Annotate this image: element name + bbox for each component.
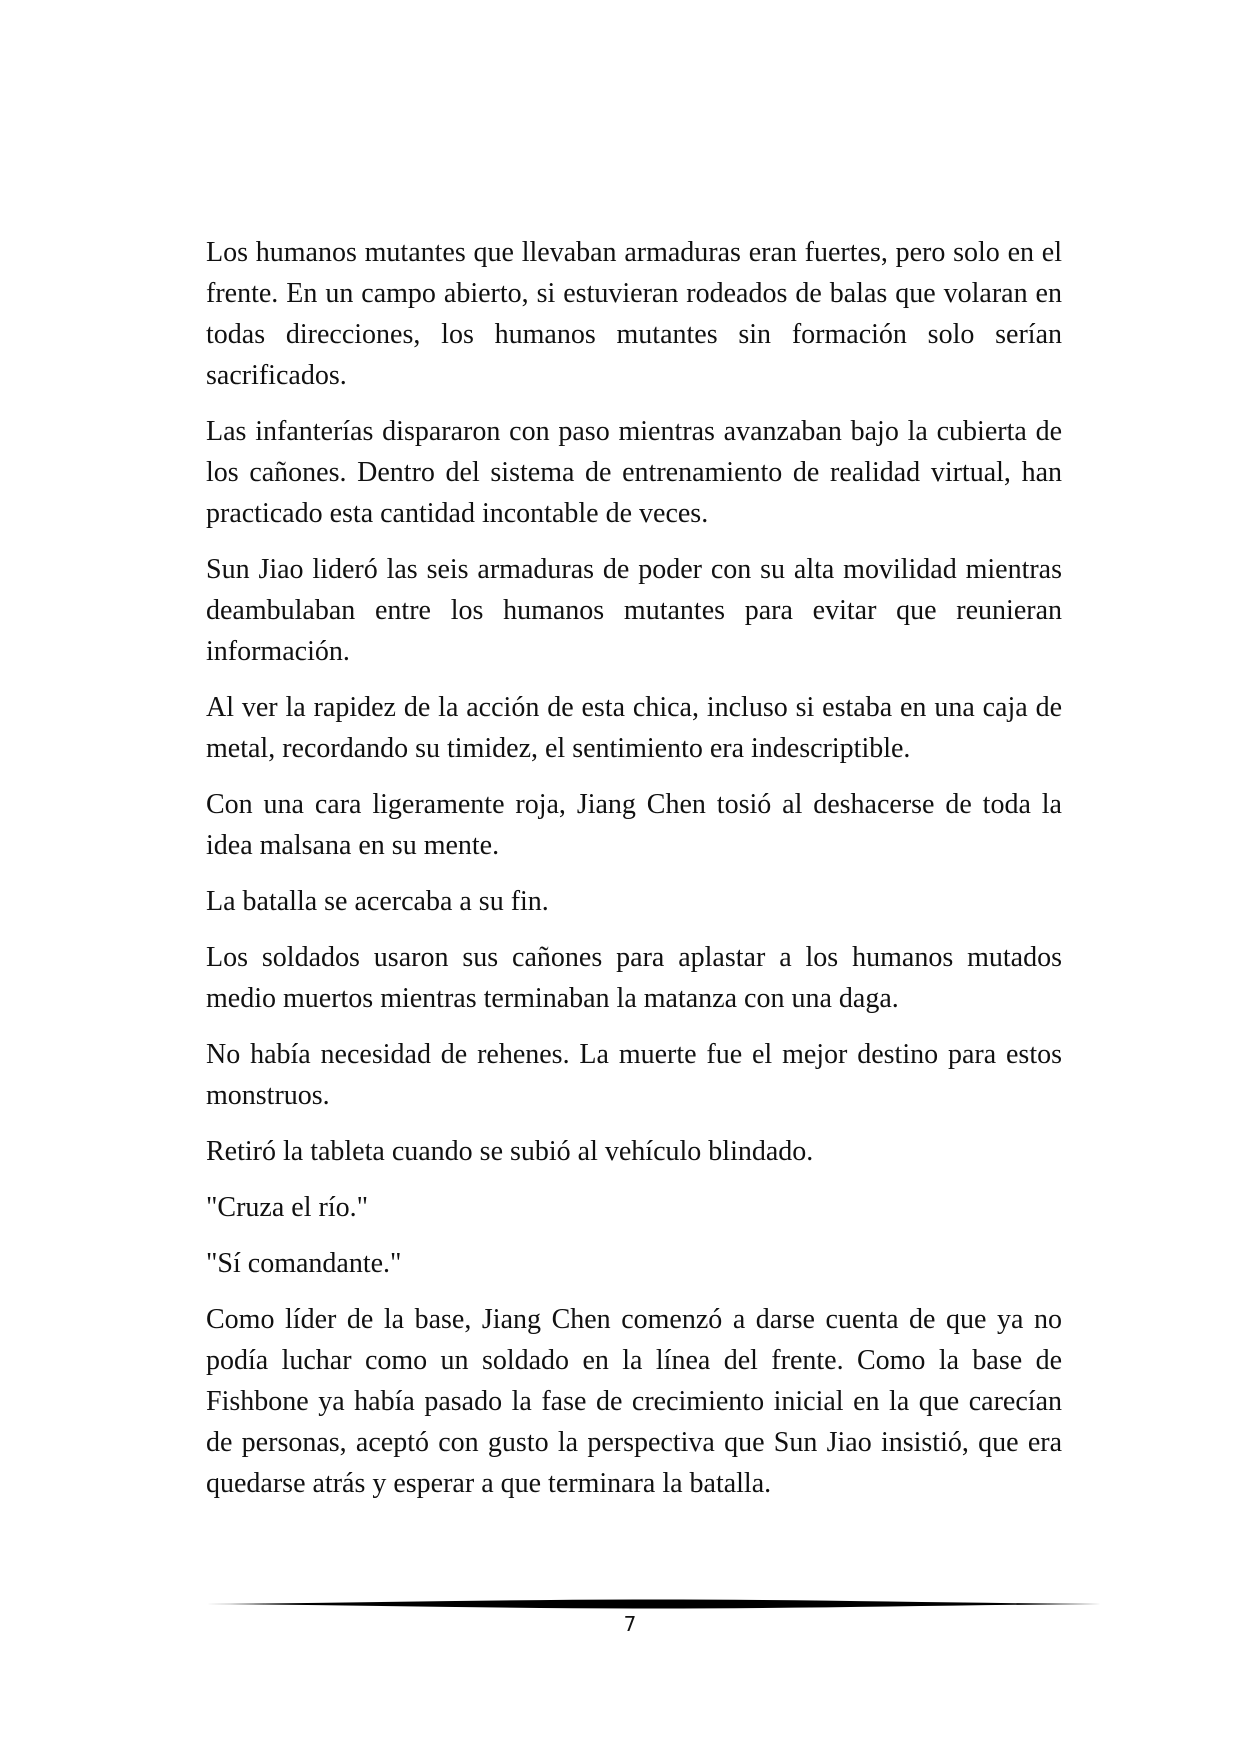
paragraph: No había necesidad de rehenes. La muerte fue el mejor destino para estos monstruos. bbox=[206, 1039, 1062, 1111]
page-number: 7 bbox=[623, 1612, 637, 1636]
paragraph: "Cruza el río." bbox=[206, 1192, 369, 1223]
paragraph: Sun Jiao lideró las seis armaduras de poder con su alta movilidad mientras deambulaban entre los humanos mutantes para evitar que reunieran información. bbox=[206, 554, 1062, 667]
paragraph: Con una cara ligeramente roja, Jiang Chen tosió al deshacerse de toda la idea malsana en su mente. bbox=[206, 789, 1062, 861]
paragraph: "Sí comandante." bbox=[206, 1248, 402, 1279]
paragraph: La batalla se acercaba a su fin. bbox=[206, 886, 549, 917]
paragraph: Los soldados usaron sus cañones para aplastar a los humanos mutados medio muertos mientras terminaban la matanza con una daga. bbox=[206, 942, 1062, 1014]
body-text bbox=[206, 232, 1062, 1504]
paragraph: Las infanterías dispararon con paso mientras avanzaban bajo la cubierta de los cañones. Dentro del sistema de entrenamiento de realidad virtual, han practicado esta cantidad incontable de veces. bbox=[206, 416, 1062, 529]
paragraph: Retiró la tableta cuando se subió al vehículo blindado. bbox=[206, 1136, 814, 1167]
paragraph: Como líder de la base, Jiang Chen comenzó a darse cuenta de que ya no podía luchar como un soldado en la línea del frente. Como la base de Fishbone ya había pasado la fase de crecimiento inicial en la que carecían de personas, aceptó con gusto la perspectiva que Sun Jiao insistió, que era quedarse atrás y esperar a que terminara la batalla. bbox=[206, 1304, 1062, 1499]
paragraph: Los humanos mutantes que llevaban armaduras eran fuertes, pero solo en el frente. En un campo abierto, si estuvieran rodeados de balas que volaran en todas direcciones, los humanos mutantes sin formación solo serían sacrificados. bbox=[206, 237, 1062, 391]
footer-divider bbox=[206, 1596, 1101, 1612]
paragraph: Al ver la rapidez de la acción de esta chica, incluso si estaba en una caja de metal, recordando su timidez, el sentimiento era indescriptible. bbox=[206, 692, 1062, 764]
